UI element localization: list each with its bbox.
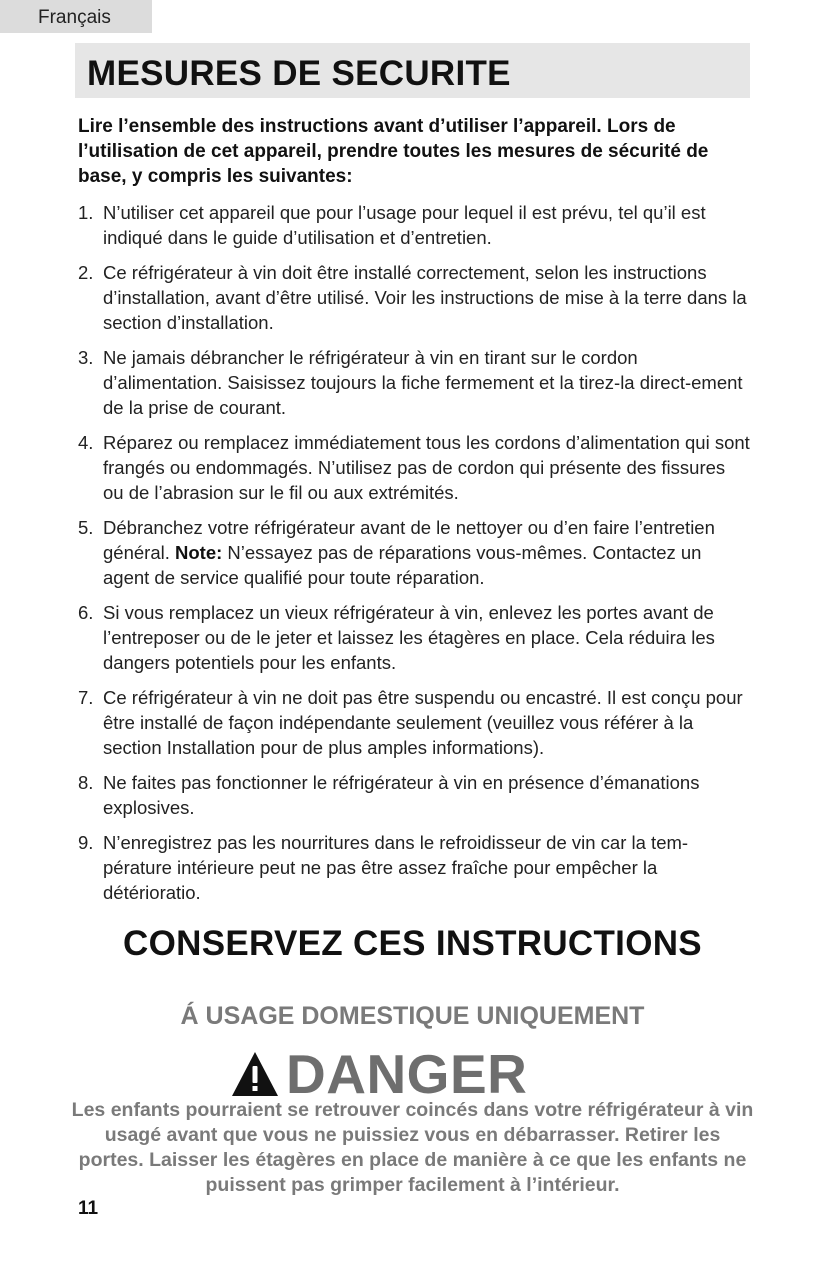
page-title: MESURES DE SECURITE (87, 54, 511, 93)
list-item (78, 600, 750, 675)
rule-text: Débranchez votre réfrigérateur avant de le nettoyer ou d’en faire l’entretien général. (103, 517, 715, 563)
rule-text: Si vous remplacez un vieux réfrigérateur à vin, enlevez les portes avant de l’entreposer ou de le jeter et laissez les étagères en place. Cela réduira les dangers potentiels pour les enfants. (103, 602, 715, 673)
rule-number: 1. (78, 202, 94, 223)
rule-text: N’utiliser cet appareil que pour l’usage pour lequel il est prévu, tel qu’il est indiqué dans le guide d’utilisation et d’entretien. (103, 202, 706, 248)
rule-number: 7. (78, 687, 94, 708)
rule-number: 2. (78, 262, 94, 283)
rule-text: Ne faites pas fonctionner le réfrigérateur à vin en présence d’émanations explosives. (103, 772, 700, 818)
home-use-heading: Á USAGE DOMESTIQUE UNIQUEMENT (180, 1002, 645, 1030)
rule-text: Ce réfrigérateur à vin doit être installé correctement, selon les instructions d’installation, avant d’être utilisé. Voir les instructions de mise à la terre dans la section d’installation. (103, 262, 747, 333)
rule-text: N’enregistrez pas les nourritures dans le refroidisseur de vin car la tem-pérature intérieure peut ne pas être assez fraîche pour empêcher la détérioratio. (103, 832, 689, 903)
danger-warning-text: Les enfants pourraient se retrouver coincés dans votre réfrigérateur à vin usagé avant que vous ne puissiez vous en débarrasser. Retirer les portes. Laisser les étagères en place de manière à ce que les enfants ne puissent pas grimper facilement à l’intérieur. (71, 1099, 754, 1196)
rule-text: Ce réfrigérateur à vin ne doit pas être suspendu ou encastré. Il est conçu pour être installé de façon indépendante seulement (veuillez vous référer à la section Installation pour de plus amples informations). (103, 687, 743, 758)
title-bar (75, 43, 750, 98)
safety-rules-list (78, 200, 750, 915)
list-item (78, 345, 750, 420)
list-item (78, 685, 750, 760)
rule-number: 5. (78, 517, 94, 538)
rule-text-after-note: N’essayez pas de réparations vous-mêmes. Contactez un agent de service qualifié pour toute réparation. (103, 542, 702, 588)
rule-number: 8. (78, 772, 94, 793)
keep-instructions-heading: CONSERVEZ CES INSTRUCTIONS (123, 924, 702, 963)
list-item (78, 770, 750, 820)
list-item (78, 515, 750, 590)
list-item (78, 200, 750, 250)
danger-heading (230, 1043, 527, 1105)
list-item (78, 260, 750, 335)
intro-text: Lire l’ensemble des instructions avant d’utiliser l’appareil. Lors de l’utilisation de cet appareil, prendre toutes les mesures de sécurité de base, y compris les suivantes: (78, 116, 709, 187)
list-item (78, 430, 750, 505)
rule-text: Ne jamais débrancher le réfrigérateur à vin en tirant sur le cordon d’alimentation. Saisissez toujours la fiche fermement et la tirez-la direct-ement de la prise de courant. (103, 347, 743, 418)
rule-number: 3. (78, 347, 94, 368)
rule-number: 4. (78, 432, 94, 453)
list-item (78, 830, 750, 905)
rule-number: 6. (78, 602, 94, 623)
note-label: Note: (175, 542, 223, 563)
language-tab: Français (0, 0, 152, 33)
page-number: 11 (78, 1198, 99, 1219)
warning-triangle-icon (230, 1050, 280, 1098)
rule-number: 9. (78, 832, 94, 853)
danger-label: DANGER (286, 1043, 528, 1105)
rule-text: Réparez ou remplacez immédiatement tous les cordons d’alimentation qui sont frangés ou endommagés. N’utilisez pas de cordon qui présente des fissures ou de l’abrasion sur le fil ou aux extrémités. (103, 432, 750, 503)
